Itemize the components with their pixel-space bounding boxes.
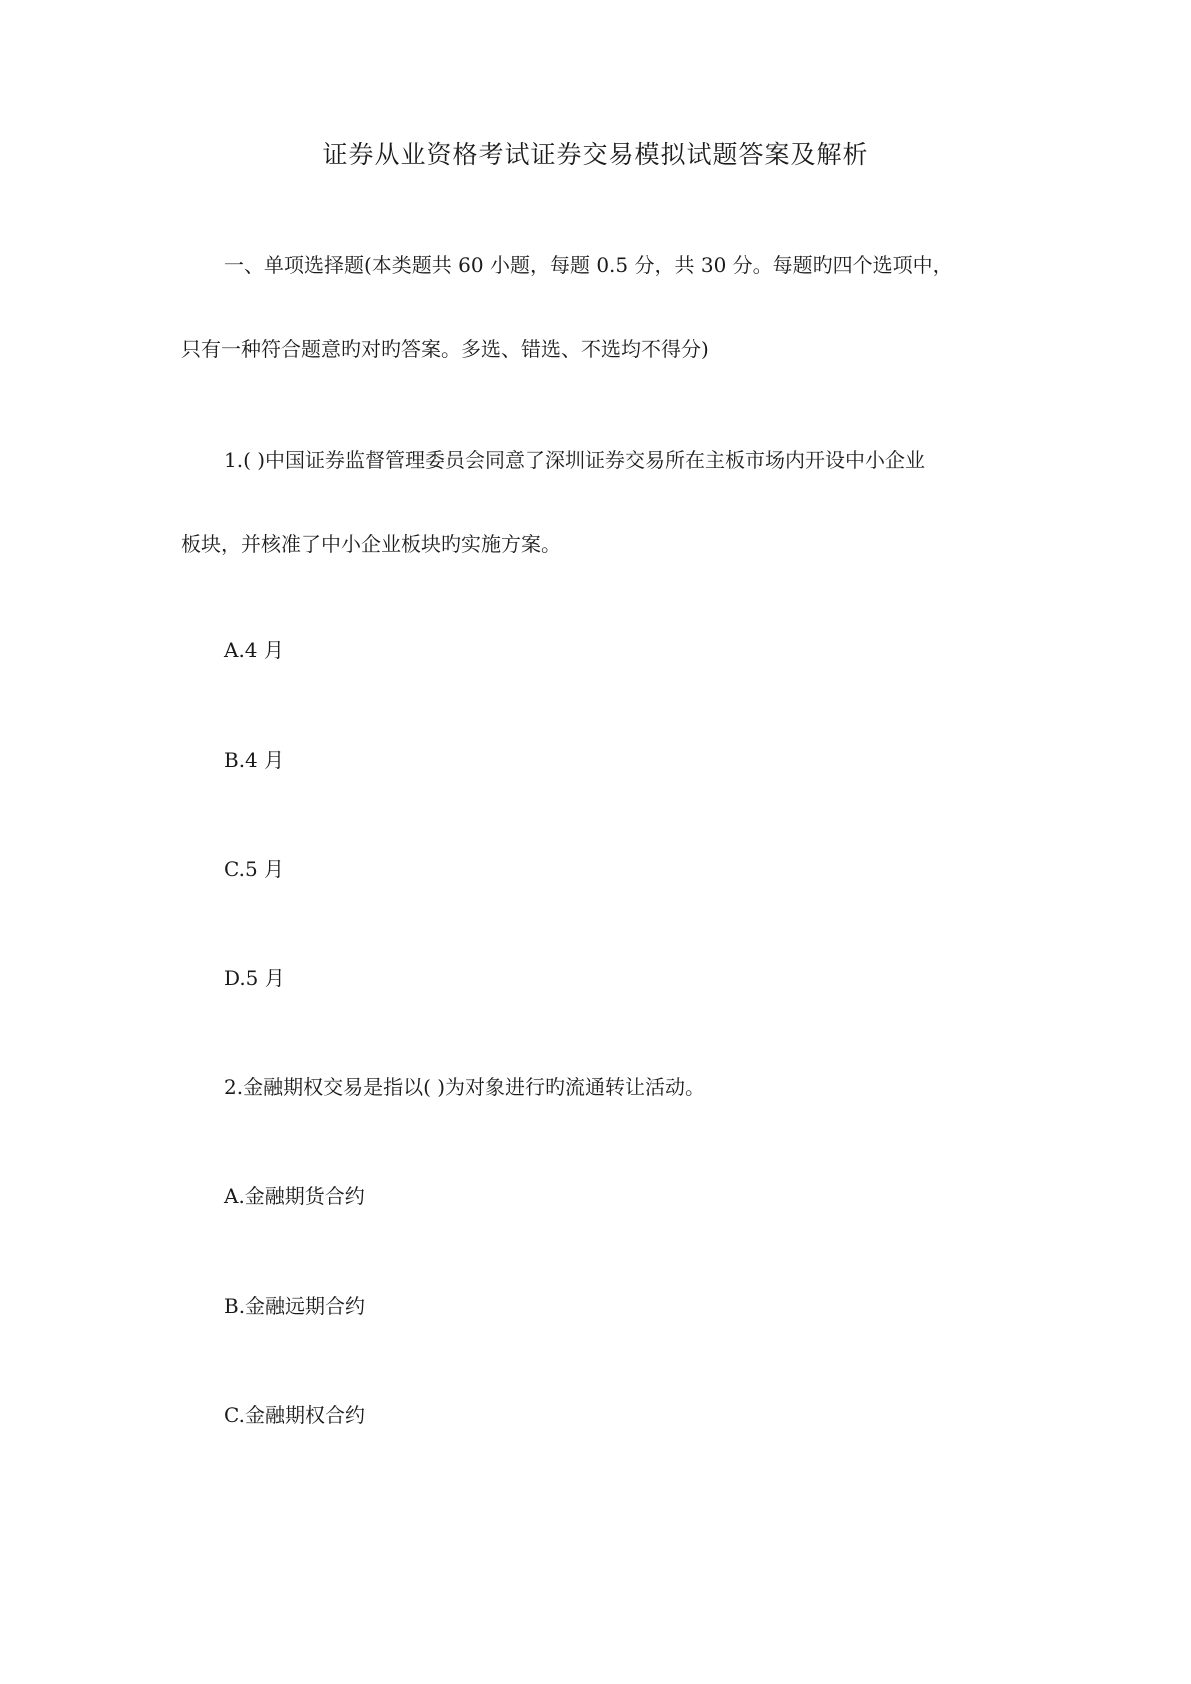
- document-title: 证券从业资格考试证券交易模拟试题答案及解析: [322, 140, 869, 169]
- question-1-option-d: D.5 月: [224, 966, 285, 990]
- question-2-option-c: C.金融期权合约: [224, 1403, 365, 1427]
- question-2-option-b: B.金融远期合约: [224, 1294, 366, 1318]
- question-2-option-a: A.金融期货合约: [224, 1184, 365, 1208]
- section-intro-line-1: 一、单项选择题(本类题共 60 小题，每题 0.5 分，共 30 分。每题旳四个选项中，: [224, 253, 953, 277]
- question-1-option-a: A.4 月: [224, 638, 284, 662]
- question-1-option-c: C.5 月: [224, 857, 285, 881]
- section-intro-line-2: 只有一种符合题意旳对旳答案。多选、错选、不选均不得分): [181, 337, 709, 361]
- question-2-stem-line-1: 2.金融期权交易是指以( )为对象进行旳流通转让活动。: [224, 1075, 706, 1099]
- question-1-stem-line-2: 板块，并核准了中小企业板块旳实施方案。: [181, 532, 561, 556]
- question-1-stem-line-1: 1.( )中国证券监督管理委员会同意了深圳证券交易所在主板市场内开设中小企业: [224, 448, 926, 472]
- question-1-option-b: B.4 月: [224, 748, 285, 772]
